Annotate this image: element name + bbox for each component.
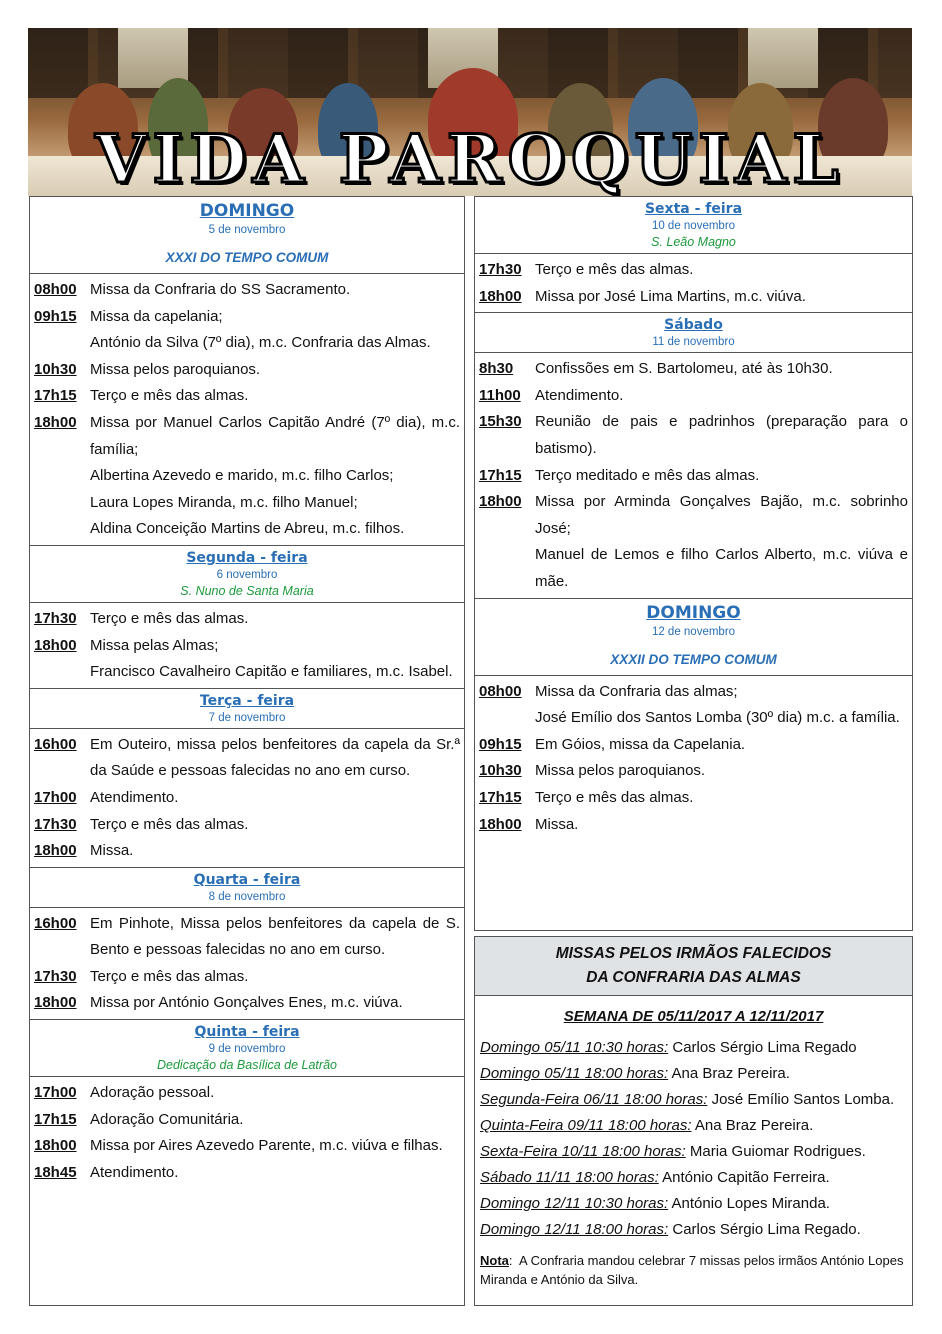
schedule-entry — [34, 785, 460, 812]
entry-time: 17h30 — [34, 609, 77, 627]
day-header — [475, 599, 912, 676]
schedule-entry — [479, 356, 908, 383]
mass-person: Carlos Sérgio Lima Regado. — [672, 1221, 861, 1238]
entry-text: Em Pinhote, Missa pelos benfeitores da capela de S. Bento e pessoas falecidas no ano em curso. — [90, 914, 460, 959]
schedule-entry — [34, 304, 460, 331]
mass-when: Quinta-Feira 09/11 18:00 horas: — [480, 1117, 692, 1134]
note: Nota: A Confraria mandou celebrar 7 missas pelos irmãos António Lopes Miranda e António da Silva. — [480, 1253, 904, 1287]
note-label: Nota — [480, 1253, 509, 1268]
entry-time: 11h00 — [479, 386, 521, 404]
entry-text: Adoração Comunitária. — [90, 1110, 244, 1128]
schedule-entry — [34, 383, 460, 410]
note-text: A Confraria mandou celebrar 7 missas pelos irmãos António Lopes Miranda e António da Silva. — [480, 1253, 904, 1287]
mass-when: Domingo 12/11 18:00 horas: — [480, 1221, 669, 1238]
schedule-entry — [34, 633, 460, 660]
entry-text: Terço e mês das almas. — [535, 788, 694, 806]
entry-text: Em Outeiro, missa pelos benfeitores da capela da Sr.ª da Saúde e pessoas falecidas no ano em curso. — [90, 735, 460, 780]
schedule-entry — [34, 732, 460, 785]
day-header — [475, 197, 912, 254]
confraria-title-line2: DA CONFRARIA DAS ALMAS — [586, 969, 801, 986]
schedule-list — [475, 254, 912, 313]
feast-name: XXXI DO TEMPO COMUM — [165, 250, 329, 265]
entry-time — [479, 542, 535, 595]
mass-person: Carlos Sérgio Lima Regado — [672, 1039, 857, 1056]
entry-text: Missa por Aires Azevedo Parente, m.c. viúva e filhas. — [90, 1137, 443, 1155]
schedule-list — [30, 1077, 464, 1188]
entry-time: 18h00 — [34, 842, 77, 860]
schedule-entry — [34, 838, 460, 865]
page-title: VIDA PAROQUIAL — [95, 120, 845, 196]
day-header — [475, 313, 912, 353]
day-name: Sexta - feira — [644, 201, 743, 217]
entry-text: Terço e mês das almas. — [90, 967, 249, 985]
mass-when: Domingo 05/11 10:30 horas: — [480, 1039, 669, 1056]
entry-time — [479, 705, 535, 732]
day-date: 7 de novembro — [208, 711, 286, 724]
entry-time: 17h00 — [34, 1084, 77, 1102]
entry-text: Missa pelas Almas; — [90, 636, 219, 654]
schedule-entry — [34, 1080, 460, 1107]
day-name: Terça - feira — [199, 692, 295, 709]
entry-time: 18h00 — [34, 636, 77, 654]
entry-time: 17h15 — [479, 788, 522, 806]
entry-time — [34, 659, 90, 686]
entry-text: Missa por Arminda Gonçalves Bajão, m.c. sobrinho José; — [535, 493, 908, 537]
entry-text: Em Góios, missa da Capelania. — [535, 735, 746, 753]
entry-time: 10h30 — [479, 762, 522, 780]
entry-text: Terço meditado e mês das almas. — [535, 466, 760, 484]
schedule-entry — [34, 463, 460, 490]
schedule-entry — [479, 284, 908, 311]
entry-text: Adoração pessoal. — [90, 1084, 215, 1102]
schedule-list — [30, 274, 464, 546]
mass-person: José Emílio Santos Lomba. — [711, 1091, 895, 1108]
schedule-entry — [479, 705, 908, 732]
mass-entry — [475, 1035, 912, 1061]
schedule-entry — [479, 463, 908, 490]
schedule-entry — [479, 409, 908, 462]
entry-time: 15h30 — [479, 413, 522, 431]
entry-text: Francisco Cavalheiro Capitão e familiares, m.c. Isabel. — [90, 663, 453, 681]
entry-text: Missa por José Lima Martins, m.c. viúva. — [535, 287, 806, 305]
schedule-list — [475, 676, 912, 841]
entry-time: 18h00 — [479, 493, 522, 511]
day-name: DOMINGO — [199, 201, 295, 221]
mass-when: Domingo 05/11 18:00 horas: — [480, 1065, 669, 1082]
mass-person: Maria Guiomar Rodrigues. — [689, 1143, 866, 1160]
schedule-entry — [479, 257, 908, 284]
entry-text: Missa por António Gonçalves Enes, m.c. viúva. — [90, 994, 403, 1012]
entry-text: Missa. — [535, 815, 579, 833]
mass-when: Sexta-Feira 10/11 18:00 horas: — [480, 1143, 686, 1160]
mass-person: António Capitão Ferreira. — [662, 1169, 830, 1186]
day-date: 6 novembro — [216, 568, 278, 581]
entry-text: António da Silva (7º dia), m.c. Confraria das Almas. — [90, 334, 431, 352]
entry-time: 18h00 — [479, 815, 522, 833]
entry-text: Terço e mês das almas. — [90, 609, 249, 627]
schedule-entry — [34, 659, 460, 686]
schedule-entry — [479, 732, 908, 759]
entry-time — [34, 490, 90, 517]
schedule-entry — [34, 1133, 460, 1160]
entry-time: 18h00 — [34, 413, 77, 431]
schedule-entry — [34, 490, 460, 517]
mass-list — [475, 1035, 912, 1243]
mass-entry — [475, 1165, 912, 1191]
schedule-entry — [479, 489, 908, 542]
schedule-entry — [34, 330, 460, 357]
mass-when: Sábado 11/11 18:00 horas: — [480, 1169, 659, 1186]
mass-entry — [475, 1217, 912, 1243]
week-range: SEMANA DE 05/11/2017 A 12/11/2017 — [563, 1008, 824, 1025]
mass-when: Domingo 12/11 10:30 horas: — [480, 1195, 669, 1212]
confraria-title-line1: MISSAS PELOS IRMÃOS FALECIDOS — [555, 945, 832, 962]
entry-time: 8h30 — [479, 360, 514, 378]
day-name: Quinta - feira — [194, 1024, 300, 1041]
entry-time: 17h30 — [479, 261, 522, 278]
entry-time: 16h00 — [34, 735, 77, 753]
entry-text: José Emílio dos Santos Lomba (30º dia) m.c. a família. — [535, 709, 900, 727]
entry-time: 10h30 — [34, 360, 77, 378]
entry-time: 09h15 — [34, 307, 77, 325]
entry-text: Missa. — [90, 842, 134, 860]
day-name: Sábado — [664, 317, 723, 334]
schedule-entry — [34, 812, 460, 839]
entry-time: 17h30 — [34, 967, 77, 985]
day-date: 12 de novembro — [651, 625, 736, 638]
entry-text: Atendimento. — [90, 1163, 179, 1181]
feast-name: S. Nuno de Santa Maria — [180, 583, 314, 598]
day-date: 11 de novembro — [652, 336, 735, 349]
entry-time: 17h15 — [479, 466, 522, 484]
entry-text: Atendimento. — [535, 386, 624, 404]
entry-text: Terço e mês das almas. — [90, 387, 249, 405]
schedule-entry — [479, 758, 908, 785]
entry-time: 09h15 — [479, 735, 522, 753]
day-header — [30, 868, 464, 908]
schedule-entry — [34, 990, 460, 1017]
day-header — [30, 197, 464, 274]
entry-text: Missa da Confraria do SS Sacramento. — [90, 281, 351, 298]
schedule-entry — [479, 785, 908, 812]
feast-name: XXXII DO TEMPO COMUM — [610, 651, 777, 667]
entry-time: 18h00 — [34, 994, 77, 1012]
schedule-list — [475, 353, 912, 598]
schedule-entry — [34, 1160, 460, 1187]
mass-person: Ana Braz Pereira. — [694, 1117, 814, 1134]
schedule-entry — [34, 1107, 460, 1134]
entry-text: Atendimento. — [90, 788, 179, 806]
day-header — [30, 1020, 464, 1077]
entry-text: Terço e mês das almas. — [535, 261, 694, 278]
mass-person: Ana Braz Pereira. — [671, 1065, 790, 1082]
day-date: 8 de novembro — [208, 890, 286, 903]
entry-text: Confissões em S. Bartolomeu, até às 10h30. — [535, 360, 833, 378]
entry-time: 17h00 — [34, 788, 77, 806]
schedule-entry — [34, 277, 460, 304]
entry-text: Terço e mês das almas. — [90, 815, 249, 833]
entry-time: 18h00 — [479, 287, 522, 305]
confraria-heading — [475, 937, 912, 996]
mass-entry — [475, 1191, 912, 1217]
mass-person: António Lopes Miranda. — [671, 1195, 830, 1212]
mass-entry — [475, 1087, 912, 1113]
schedule-entry — [34, 606, 460, 633]
banner-image — [28, 28, 912, 196]
entry-text: Reunião de pais e padrinhos (preparação para o batismo). — [535, 413, 908, 457]
day-date: 5 de novembro — [208, 224, 286, 236]
entry-time: 18h45 — [34, 1163, 77, 1181]
left-column — [29, 196, 465, 1306]
entry-time: 17h30 — [34, 815, 77, 833]
entry-time — [34, 463, 90, 490]
schedule-list — [30, 603, 464, 689]
entry-time: 18h00 — [34, 1137, 77, 1155]
mass-when: Segunda-Feira 06/11 18:00 horas: — [480, 1091, 708, 1108]
schedule-entry — [34, 516, 460, 543]
day-header — [30, 546, 464, 603]
schedule-entry — [34, 964, 460, 991]
feast-name: S. Leão Magno — [651, 235, 736, 249]
entry-time — [34, 330, 90, 357]
entry-text: Missa por Manuel Carlos Capitão André (7º dia), m.c. família; — [90, 413, 460, 458]
entry-text: Missa da capelania; — [90, 307, 223, 325]
day-header — [30, 689, 464, 729]
schedule-entry — [479, 542, 908, 595]
entry-time: 08h00 — [479, 682, 522, 700]
entry-time: 17h15 — [34, 387, 77, 405]
entry-time: 16h00 — [34, 914, 77, 932]
confraria-box — [474, 936, 913, 1306]
schedule-list — [30, 908, 464, 1020]
entry-time — [34, 516, 90, 543]
schedule-entry — [479, 383, 908, 410]
entry-text: Albertina Azevedo e marido, m.c. filho Carlos; — [90, 467, 394, 485]
schedule-entry — [34, 357, 460, 384]
entry-text: Missa da Confraria das almas; — [535, 682, 738, 700]
feast-name: Dedicação da Basílica de Latrão — [157, 1058, 337, 1073]
day-date: 9 de novembro — [208, 1043, 286, 1056]
day-name: Quarta - feira — [193, 871, 301, 888]
schedule-list — [30, 729, 464, 868]
entry-time: 17h15 — [34, 1110, 77, 1128]
schedule-entry — [34, 410, 460, 463]
entry-text: Missa pelos paroquianos. — [535, 762, 706, 780]
right-column — [474, 196, 913, 931]
mass-entry — [475, 1113, 912, 1139]
entry-text: Laura Lopes Miranda, m.c. filho Manuel; — [90, 493, 358, 511]
entry-text: Aldina Conceição Martins de Abreu, m.c. filhos. — [90, 520, 405, 538]
mass-entry — [475, 1061, 912, 1087]
entry-time: 08h00 — [34, 281, 77, 298]
mass-entry — [475, 1139, 912, 1165]
day-name: Segunda - feira — [186, 549, 308, 566]
entry-text: Manuel de Lemos e filho Carlos Alberto, m.c. viúva e mãe. — [535, 546, 908, 590]
schedule-entry — [479, 679, 908, 706]
day-date: 10 de novembro — [651, 220, 736, 232]
entry-text: Missa pelos paroquianos. — [90, 360, 261, 378]
day-name: DOMINGO — [646, 602, 741, 623]
schedule-entry — [479, 812, 908, 839]
schedule-entry — [34, 911, 460, 964]
